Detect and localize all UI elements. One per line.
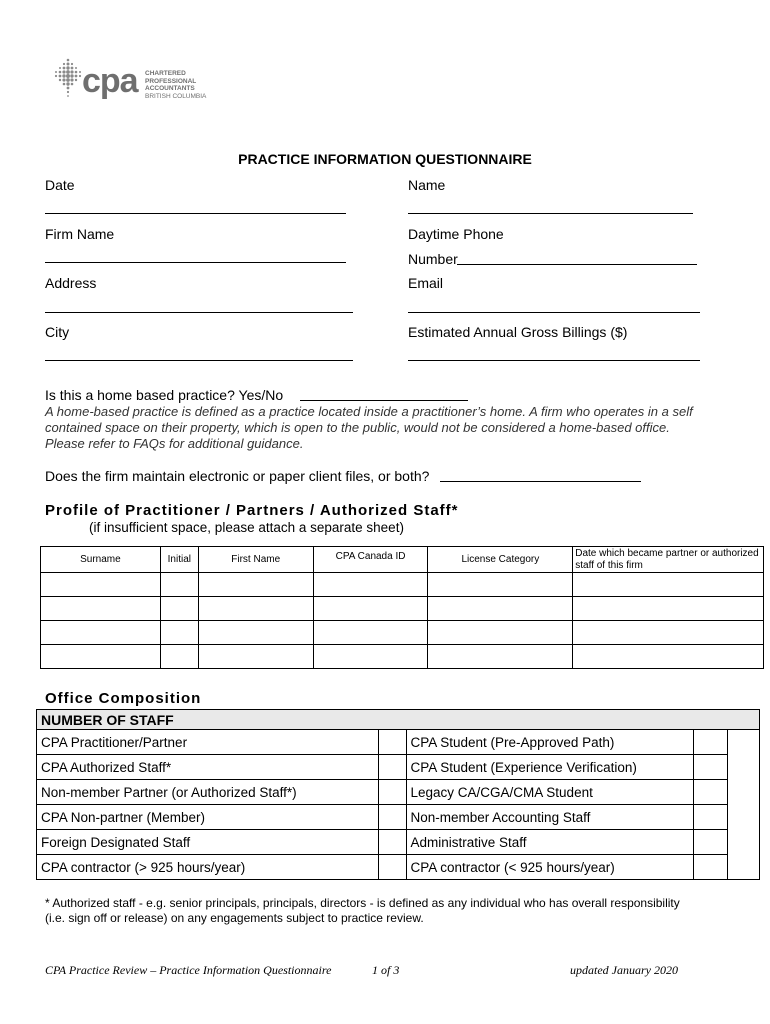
- home-based-note-line-2: contained space on their property, which is open to the public, would not be considered a home-based office.: [45, 420, 670, 435]
- blank-cell: [728, 805, 760, 830]
- daytime-phone-label: Daytime Phone: [408, 226, 504, 242]
- table-cell[interactable]: [313, 621, 428, 645]
- table-cell[interactable]: [41, 645, 161, 669]
- logo-mark: cpa: [82, 62, 138, 100]
- staff-label: CPA contractor (> 925 hours/year): [37, 855, 379, 880]
- staff-label: Legacy CA/CGA/CMA Student: [406, 780, 694, 805]
- name-field[interactable]: [408, 213, 693, 214]
- staff-count-field[interactable]: [694, 855, 728, 880]
- table-cell[interactable]: [313, 597, 428, 621]
- table-cell[interactable]: [41, 621, 161, 645]
- billings-field[interactable]: [408, 360, 700, 361]
- profile-header-row: [41, 547, 764, 573]
- number-of-staff-header: NUMBER OF STAFF: [37, 710, 760, 730]
- staff-count-field[interactable]: [378, 830, 406, 855]
- email-field[interactable]: [408, 312, 700, 313]
- table-cell[interactable]: [428, 573, 573, 597]
- cpa-logo: [52, 56, 222, 112]
- logo-text: CHARTERED PROFESSIONAL ACCOUNTANTS BRITISH COLUMBIA: [145, 70, 207, 100]
- billings-label: Estimated Annual Gross Billings ($): [408, 324, 628, 340]
- table-row: [41, 597, 764, 621]
- table-cell[interactable]: [428, 645, 573, 669]
- table-cell[interactable]: [573, 573, 764, 597]
- staff-label: CPA Non-partner (Member): [37, 805, 379, 830]
- files-answer-field[interactable]: [440, 481, 641, 482]
- table-row: [37, 755, 760, 780]
- col-license-category: License Category: [428, 547, 573, 573]
- city-field[interactable]: [45, 360, 353, 361]
- table-cell[interactable]: [428, 597, 573, 621]
- office-table: [36, 709, 760, 880]
- number-label: Number: [408, 251, 458, 267]
- page-title: PRACTICE INFORMATION QUESTIONNAIRE: [238, 151, 532, 167]
- city-label: City: [45, 324, 70, 340]
- col-initial: Initial: [160, 547, 198, 573]
- table-cell[interactable]: [313, 573, 428, 597]
- staff-count-field[interactable]: [694, 730, 728, 755]
- staff-count-field[interactable]: [378, 805, 406, 830]
- col-first-name: First Name: [198, 547, 313, 573]
- firm-name-field[interactable]: [45, 262, 346, 263]
- table-row: [37, 805, 760, 830]
- staff-label: CPA contractor (< 925 hours/year): [406, 855, 694, 880]
- date-field[interactable]: [45, 213, 346, 214]
- blank-cell: [728, 730, 760, 755]
- col-date-became-partner: Date which became partner or authorized staff of this firm: [573, 547, 764, 573]
- table-cell[interactable]: [573, 597, 764, 621]
- blank-cell: [728, 755, 760, 780]
- table-cell[interactable]: [198, 621, 313, 645]
- date-label: Date: [45, 177, 75, 193]
- home-based-note-line-1: A home-based practice is defined as a practice located inside a practitioner’s home. A firm who operates in a self: [45, 404, 693, 419]
- profile-heading: Profile of Practitioner / Partners / Authorized Staff*: [45, 502, 459, 519]
- table-cell[interactable]: [160, 573, 198, 597]
- footer-updated-date: updated January 2020: [570, 963, 678, 977]
- staff-count-field[interactable]: [694, 805, 728, 830]
- staff-count-field[interactable]: [694, 780, 728, 805]
- files-question: Does the firm maintain electronic or paper client files, or both?: [45, 468, 430, 484]
- staff-count-field[interactable]: [378, 855, 406, 880]
- address-label: Address: [45, 275, 97, 291]
- office-heading: Office Composition: [45, 690, 202, 707]
- table-cell[interactable]: [198, 573, 313, 597]
- home-based-question: Is this a home based practice? Yes/No: [45, 387, 284, 403]
- home-based-note-line-3: Please refer to FAQs for additional guidance.: [45, 436, 304, 451]
- table-cell[interactable]: [428, 621, 573, 645]
- table-cell[interactable]: [160, 645, 198, 669]
- profile-subheading: (if insufficient space, please attach a separate sheet): [89, 520, 404, 535]
- table-row: [41, 573, 764, 597]
- footer-page-number: 1 of 3: [372, 963, 400, 977]
- profile-table: [40, 546, 764, 669]
- table-row: [41, 621, 764, 645]
- staff-label: Administrative Staff: [406, 830, 694, 855]
- table-cell[interactable]: [573, 645, 764, 669]
- col-cpa-canada-id: CPA Canada ID: [313, 547, 428, 573]
- staff-label: CPA Authorized Staff*: [37, 755, 379, 780]
- table-cell[interactable]: [313, 645, 428, 669]
- footnote-line-2: (i.e. sign off or release) on any engagements subject to practice review.: [45, 911, 424, 925]
- staff-count-field[interactable]: [378, 780, 406, 805]
- table-row: [37, 855, 760, 880]
- table-cell[interactable]: [198, 645, 313, 669]
- staff-label: Non-member Accounting Staff: [406, 805, 694, 830]
- staff-count-field[interactable]: [378, 730, 406, 755]
- col-surname: Surname: [41, 547, 161, 573]
- name-label: Name: [408, 177, 446, 193]
- staff-label: CPA Student (Pre-Approved Path): [406, 730, 694, 755]
- table-cell[interactable]: [198, 597, 313, 621]
- address-field[interactable]: [45, 312, 353, 313]
- table-row: [41, 645, 764, 669]
- staff-label: Non-member Partner (or Authorized Staff*): [37, 780, 379, 805]
- table-cell[interactable]: [41, 573, 161, 597]
- table-cell[interactable]: [160, 597, 198, 621]
- table-row: [37, 780, 760, 805]
- firm-name-label: Firm Name: [45, 226, 115, 242]
- table-cell[interactable]: [573, 621, 764, 645]
- blank-cell: [728, 780, 760, 805]
- staff-label: CPA Practitioner/Partner: [37, 730, 379, 755]
- staff-count-field[interactable]: [378, 755, 406, 780]
- blank-cell: [728, 830, 760, 855]
- staff-label: CPA Student (Experience Verification): [406, 755, 694, 780]
- table-row: [37, 830, 760, 855]
- maple-leaf-dots-icon: [52, 58, 84, 98]
- office-header-row: [37, 710, 760, 730]
- table-row: [37, 730, 760, 755]
- email-label: Email: [408, 275, 444, 291]
- table-cell[interactable]: [41, 597, 161, 621]
- staff-count-field[interactable]: [694, 755, 728, 780]
- footer-document-title: CPA Practice Review – Practice Information Questionnaire: [45, 963, 332, 977]
- home-based-answer-field[interactable]: [300, 400, 468, 401]
- blank-cell: [728, 855, 760, 880]
- staff-label: Foreign Designated Staff: [37, 830, 379, 855]
- table-cell[interactable]: [160, 621, 198, 645]
- footnote-line-1: * Authorized staff - e.g. senior principals, principals, directors - is defined as any individual who has overall responsibility: [45, 896, 680, 910]
- phone-number-field[interactable]: [457, 264, 697, 265]
- staff-count-field[interactable]: [694, 830, 728, 855]
